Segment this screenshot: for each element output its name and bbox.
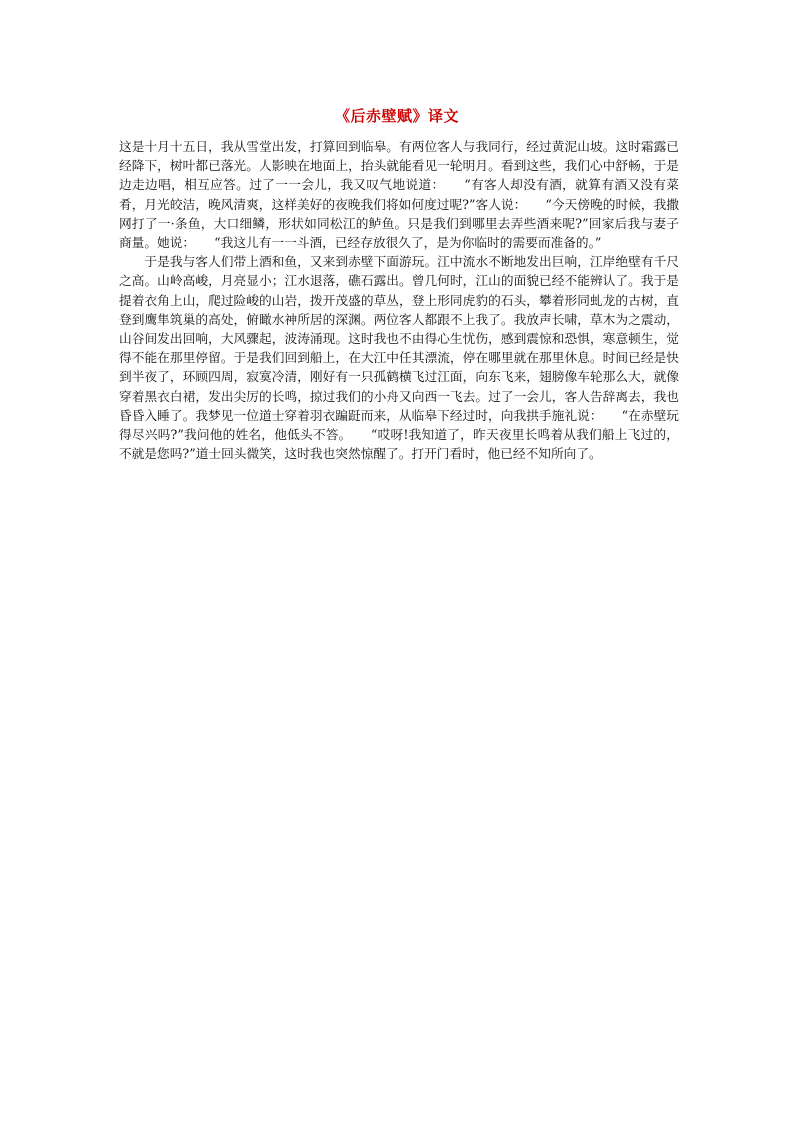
- paragraph-2: 于是我与客人们带上酒和鱼，又来到赤壁下面游玩。江中流水不断地发出巨响，江岸绝壁有千尺之高。山岭高峻，月亮显小；江水退落，礁石露出。曾几何时，江山的面貌已经不能辨认了。我于是提着衣角上山，爬过险峻的山岩，拨开茂盛的草丛，登上形同虎豹的石头，攀着形同虬龙的古树，直登到鹰隼筑巢的高处，俯瞰水神所居的深渊。两位客人都跟不上我了。我放声长啸，草木为之震动，山谷间发出回响，大风骤起，波涛涌现。这时我也不由得心生忧伤，感到震惊和恐惧，寒意顿生，觉得不能在那里停留。于是我们回到船上，在大江中任其漂流，停在哪里就在那里休息。时间已经是快到半夜了，环顾四周，寂寞冷清，刚好有一只孤鹤横飞过江面，向东飞来，翅膀像车轮那么大，就像穿着黑衣白裙，发出尖厉的长鸣，掠过我们的小舟又向西一飞去。过了一会儿，客人告辞离去，我也昏昏入睡了。我梦见一位道士穿着羽衣蹁跹而来，从临皋下经过时，向我拱手施礼说： “在赤壁玩得尽兴吗?”我问他的姓名，他低头不答。 “哎呀!我知道了，昨天夜里长鸣着从我们船上飞过的，不就是您吗?”道士回头微笑，这时我也突然惊醒了。打开门看时，他已经不知所向了。: [119, 254, 679, 462]
- paragraph-1: 这是十月十五日，我从雪堂出发，打算回到临皋。有两位客人与我同行，经过黄泥山坡。这时霜露已经降下，树叶都已落光。人影映在地面上，抬头就能看见一轮明月。看到这些，我们心中舒畅，于是边走边唱，相互应答。过了一一会儿，我又叹气地说道： “有客人却没有酒，就算有酒又没有菜肴，月光皎洁，晚风清爽，这样美好的夜晚我们将如何度过呢?”客人说： “今天傍晚的时候，我撒网打了一·条鱼，大口细鳞，形状如同松江的鲈鱼。只是我们到哪里去弄些酒来呢?”回家后我与妻子商量。她说： “我这儿有一一斗酒，已经存放很久了，是为你临时的需要而准备的。”: [119, 139, 679, 251]
- document-body: [119, 137, 679, 463]
- document-title: 《后赤壁赋》译文: [334, 107, 459, 125]
